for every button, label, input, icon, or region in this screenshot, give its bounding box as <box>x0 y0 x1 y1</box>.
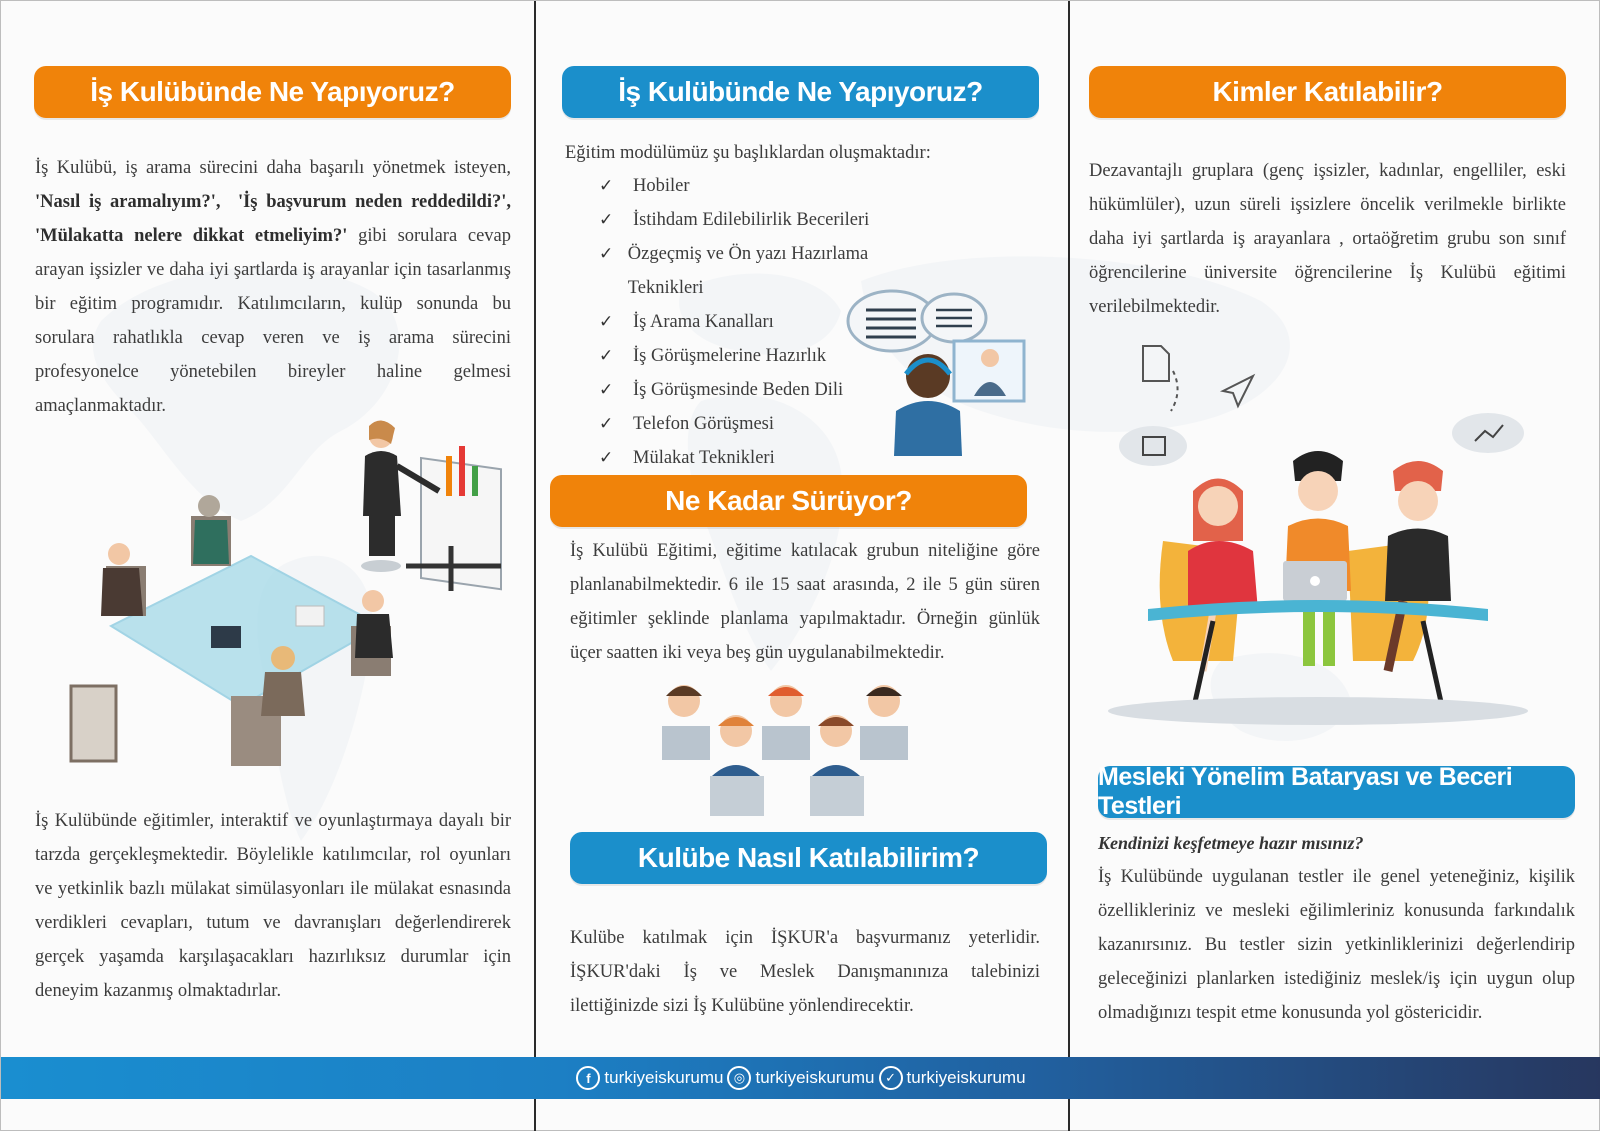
panel-left <box>1 1 534 1131</box>
man-center-figure <box>1285 451 1351 666</box>
intro-text-cont: gibi sorulara cevap arayan işsizler ve daha iyi şartlarda iş arayanlar için tasarlanmış bir eğitim programıdır. Katılımcıların, kulüp sonunda bu sorulara rahatlıkla cevap veren ve iş arama sürecini profesyonelce yönetebilen bireyler haline gelmesi amaçlanmaktadır. <box>35 226 511 416</box>
heading-what-we-do-left <box>34 66 511 118</box>
social-handle-text: turkiyeiskurumu <box>906 1068 1026 1087</box>
paragraph-who-can-join: Dezavantajlı gruplara (genç işsizler, kadınlar, engelliler, eski hükümlüler), uzun süreli işsizlere öncelik verilmekle birlikte daha iyi şartlarda iş arayanlara , ortaöğretim grubu son sınıf öğrencilerine üniversite öğrencilerine İş Kulübü eğitimi verilebilmektedir. <box>1089 161 1566 317</box>
video-interview-illustration <box>844 286 1044 466</box>
module-label: Özgeçmiş ve Ön yazı Hazırlama Teknikleri <box>627 244 869 298</box>
checkmark-icon: ✓ <box>599 380 614 400</box>
heading-text: İş Kulübünde Ne Yapıyoruz? <box>90 76 455 107</box>
paragraph-how-to-join: Kulübe katılmak için İŞKUR'a başvurmanız yeterlidir. İŞKUR'daki İş ve Meslek Danışmanınıza talebinizi ilettiğinizde sizi İş Kulübüne yönlendirecektir. <box>570 928 1040 1016</box>
team-back-row <box>662 685 908 760</box>
heading-aptitude-tests <box>1098 763 1575 820</box>
paper-plane-icon <box>1223 376 1253 406</box>
paragraph-tests: İş Kulübünde uygulanan testler ile genel yeteneğiniz, kişilik özellikleriniz ve mesleki eğilimleriniz konusunda farkındalık kazanırsınız. Bu testler sizin yetkinliklerinizi değerlendirip geleceğinizi planlarken istediğiniz meslek/iş için uygun olup olmadığınızı tespit etme konusunda yol göstericidir. <box>1098 867 1575 1023</box>
social-handle-text: turkiyeiskurumu <box>604 1068 724 1087</box>
panel-middle <box>534 1 1068 1131</box>
module-label: İş Görüşmesinde Beden Dili <box>633 380 844 400</box>
question-3: 'Mülakatta nelere dikkat etmeliyim?' <box>35 226 348 246</box>
instagram-icon: ◎ <box>727 1066 751 1090</box>
footer-bar <box>1 1057 1600 1099</box>
checkmark-icon: ✓ <box>599 414 614 434</box>
heading-duration <box>550 475 1027 527</box>
question-1: 'Nasıl iş aramalıyım?', <box>35 192 221 212</box>
module-label: Hobiler <box>633 176 690 196</box>
heading-text: Ne Kadar Sürüyor? <box>665 485 912 516</box>
module-label: İstihdam Edilebilirlik Becerileri <box>633 210 870 230</box>
question-2: 'İş başvurum neden reddedildi?', <box>237 192 512 212</box>
presentation-board <box>406 446 501 591</box>
lead-question: Kendinizi keşfetmeye hazır mısınız? <box>1098 833 1364 853</box>
paragraph-duration: İş Kulübü Eğitimi, eğitime katılacak grubun niteliğine göre planlanabilmektedir. 6 ile 15 saat arasında, 2 ile 5 gün süren eğitimler şeklinde planlama yapılmaktadır. Örneğin günlük üçer saatten iki veya beş gün uygulanabilmektedir. <box>570 541 1040 663</box>
heading-text: Kulübe Nasıl Katılabilirim? <box>637 842 980 873</box>
paragraph-intro <box>35 151 511 423</box>
social-handles <box>1 1057 1600 1099</box>
checkmark-icon: ✓ <box>599 244 614 264</box>
checkmark-icon: ✓ <box>599 176 614 196</box>
module-item <box>599 169 899 203</box>
document-icon <box>1143 346 1169 381</box>
checkmark-icon: ✓ <box>599 210 614 230</box>
module-item <box>599 203 899 237</box>
checkmark-icon: ✓ <box>599 312 614 332</box>
twitter-icon: ✓ <box>879 1066 903 1090</box>
call-center-team-illustration <box>644 676 924 821</box>
social-link[interactable] <box>727 1066 874 1090</box>
heading-text: Mesleki Yönelim Bataryası ve Beceri Testleri <box>1098 763 1513 820</box>
checkmark-icon: ✓ <box>599 448 614 468</box>
social-link[interactable] <box>879 1066 1026 1090</box>
facebook-icon: f <box>576 1066 600 1090</box>
module-label: Mülakat Teknikleri <box>633 448 775 468</box>
heading-text: Kimler Katılabilir? <box>1212 76 1443 107</box>
modules-intro: Eğitim modülümüz şu başlıklardan oluşmaktadır: <box>565 143 931 163</box>
heading-how-to-join <box>570 832 1047 884</box>
module-label: Telefon Görüşmesi <box>633 414 775 434</box>
heading-what-we-do-middle <box>562 66 1039 118</box>
team-discussion-illustration <box>1093 341 1573 746</box>
intro-text: İş Kulübü, iş arama sürecini daha başarılı yönetmek isteyen, <box>35 158 511 178</box>
social-link[interactable] <box>576 1066 723 1090</box>
heading-text: İş Kulübünde Ne Yapıyoruz? <box>618 76 983 107</box>
social-handle-text: turkiyeiskurumu <box>755 1068 875 1087</box>
module-label: İş Arama Kanalları <box>633 312 774 332</box>
panel-right <box>1068 1 1600 1131</box>
paragraph-interactive: İş Kulübünde eğitimler, interaktif ve oyunlaştırmaya dayalı bir tarzda gerçekleşmektedir. Böylelikle katılımcılar, rol oyunları ve yetkinlik bazlı mülakat simülasyonları ile mülakat esnasında verdikleri cevapları, tutum ve davranışları değerlendirerek gerçek yaşamda karşılaşacakları hazırlıksız durumlar için deneyim kazanmış olmaktadırlar. <box>35 811 511 1001</box>
office-meeting-illustration <box>51 396 521 816</box>
heading-who-can-join <box>1089 66 1566 118</box>
module-label: İş Görüşmelerine Hazırlık <box>633 346 827 366</box>
checkmark-icon: ✓ <box>599 346 614 366</box>
